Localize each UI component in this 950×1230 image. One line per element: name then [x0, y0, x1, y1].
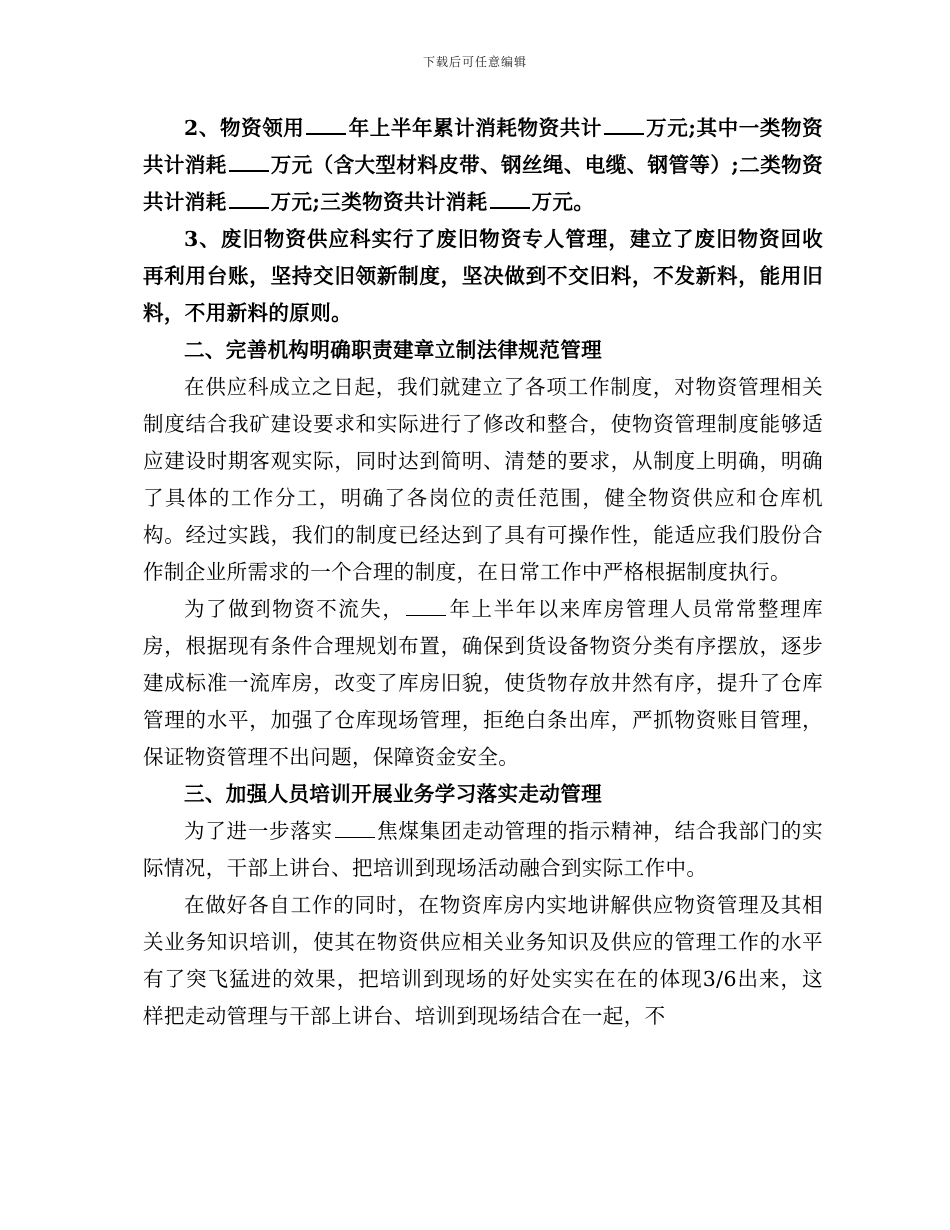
paragraph-text: 焦煤集团走动管理的指示精神，结合我部门的实际情况，干部上讲台、把培训到现场活动融合到实际工作中。: [143, 819, 823, 880]
section-heading-3: 三、加强人员培训开展业务学习落实走动管理: [184, 782, 602, 806]
paragraph-waste-materials: 3、废旧物资供应科实行了废旧物资专人管理，建立了废旧物资回收再利用台账，坚持交旧领新制度，坚决做到不交旧料，不发新料，能用旧料，不用新料的原则。: [143, 227, 823, 325]
paragraph-text: 万元;三类物资共计消耗: [270, 190, 488, 214]
paragraph-text: 年上半年以来库房管理人员常常整理库房，根据现有条件合理规划布置，确保到货设备物资分类有序摆放，逐步建成标准一流库房，改变了库房旧貌，使货物存放井然有序，提升了仓库管理的水平，加强了仓库现场管理，拒绝白条出库，严抓物资账目管理，保证物资管理不出问题，保障资金安全。: [143, 597, 823, 769]
paragraph-training-intro: [143, 813, 823, 887]
blank-underline: [229, 152, 269, 172]
blank-underline: [229, 189, 269, 209]
paragraph-warehouse: [143, 591, 823, 776]
paragraph-material-usage: [143, 110, 823, 221]
paragraph-text: 年上半年累计消耗物资共计: [348, 116, 602, 140]
blank-underline: [406, 597, 446, 616]
paragraph-text: 万元（含大型材料皮带、钢丝绳、电缆、钢管等）;二类物资共计消耗: [143, 153, 823, 214]
page-header: 下载后可任意编辑: [422, 55, 527, 69]
paragraph-regulations: 在供应科成立之日起，我们就建立了各项工作制度，对物资管理相关制度结合我矿建设要求和实际进行了修改和整合，使物资管理制度能够适应建设时期客观实际，同时达到简明、清楚的要求，从制度上明确，明确了具体的工作分工，明确了各岗位的责任范围，健全物资供应和仓库机构。经过实践，我们的制度已经达到了具有可操作性，能适应我们股份合作制企业所需求的一个合理的制度，在日常工作中严格根据制度执行。: [143, 375, 823, 584]
section-heading-2: 二、完善机构明确职责建章立制法律规范管理: [184, 338, 602, 362]
blank-underline: [306, 115, 346, 135]
paragraph-text: 为了进一步落实: [184, 819, 333, 843]
document-body: [143, 110, 823, 1035]
paragraph-text: 为了做到物资不流失，: [184, 597, 405, 621]
paragraph-text: 万元。: [531, 190, 595, 214]
paragraph-text: 2、物资领用: [184, 116, 305, 140]
blank-underline: [604, 115, 644, 135]
paragraph-text: 万元;其中一类物资共计消耗: [143, 116, 823, 177]
blank-underline: [490, 189, 530, 209]
blank-underline: [335, 819, 375, 838]
paragraph-training-detail: 在做好各自工作的同时，在物资库房内实地讲解供应物资管理及其相关业务知识培训，使其在物资供应相关业务知识及供应的管理工作的水平有了突飞猛进的效果，把培训到现场的好处实实在在的体现3/6出来，这样把走动管理与干部上讲台、培训到现场结合在一起，不: [143, 893, 823, 1028]
